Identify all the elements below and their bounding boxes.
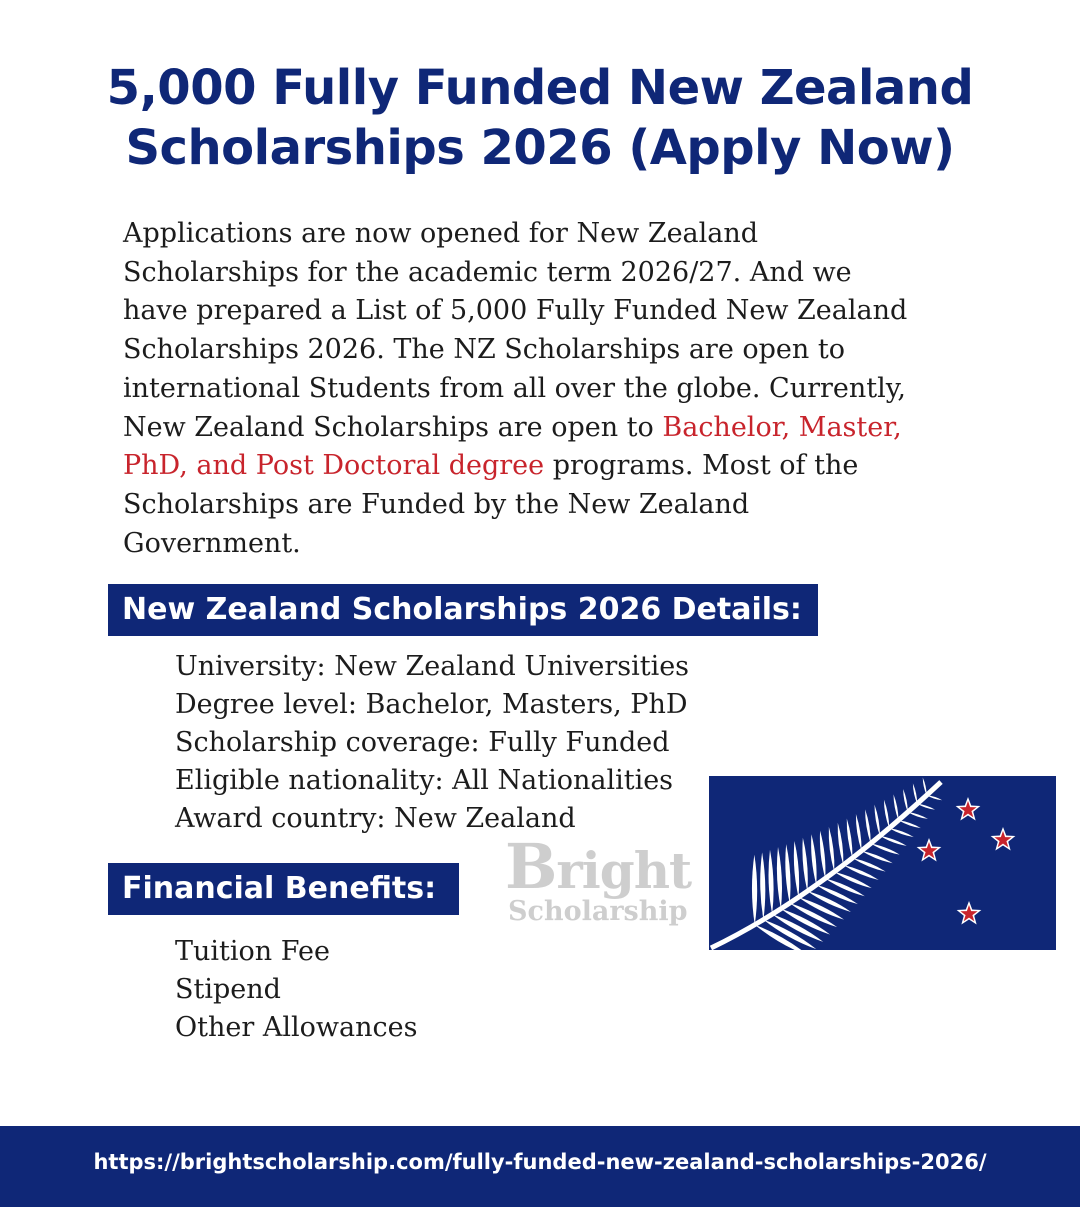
list-item-stipend: Stipend — [175, 974, 281, 1005]
benefits-heading: Financial Benefits: — [108, 863, 459, 915]
intro-degree-highlight: Bachelor, Master, PhD, and Post Doctoral degree — [123, 411, 902, 482]
intro-text-after: programs. Most of the Scholarships are Funded by the New Zealand Government. — [123, 450, 859, 559]
watermark-logo — [505, 830, 692, 927]
watermark-rest: right — [556, 841, 692, 900]
details-heading: New Zealand Scholarships 2026 Details: — [108, 584, 818, 636]
list-item-tuition: Tuition Fee — [175, 936, 330, 967]
page-title — [0, 58, 1080, 178]
list-item-coverage: Scholarship coverage: Fully Funded — [175, 727, 670, 758]
list-item-allowances: Other Allowances — [175, 1012, 418, 1043]
footer-bar — [0, 1126, 1080, 1207]
watermark-line-2: Scholarship — [508, 896, 688, 927]
title-line-1: 5,000 Fully Funded New Zealand — [106, 60, 974, 116]
benefits-list — [175, 933, 417, 1047]
silver-fern-flag-icon — [709, 776, 1056, 950]
intro-text-before: Applications are now opened for New Zealand Scholarships for the academic term 2026/27. And we have prepared a List of 5,000 Fully Funded New Zealand Scholarships 2026. The NZ Scholarships are open to international Students from all over the globe. Currently, New Zealand Scholarships are open to — [123, 218, 908, 443]
list-item-nationality: Eligible nationality: All Nationalities — [175, 765, 674, 796]
intro-paragraph — [123, 215, 923, 563]
title-line-2: Scholarships 2026 (Apply Now) — [125, 120, 955, 176]
watermark-cap: B — [505, 830, 557, 903]
list-item-university: University: New Zealand Universities — [175, 651, 690, 682]
watermark-line-1 — [505, 830, 692, 903]
details-list — [175, 648, 689, 838]
footer-url-link[interactable]: https://brightscholarship.com/fully-funded-new-zealand-scholarships-2026/ — [93, 1150, 987, 1174]
list-item-award-country: Award country: New Zealand — [175, 803, 576, 834]
list-item-degree-level: Degree level: Bachelor, Masters, PhD — [175, 689, 688, 720]
